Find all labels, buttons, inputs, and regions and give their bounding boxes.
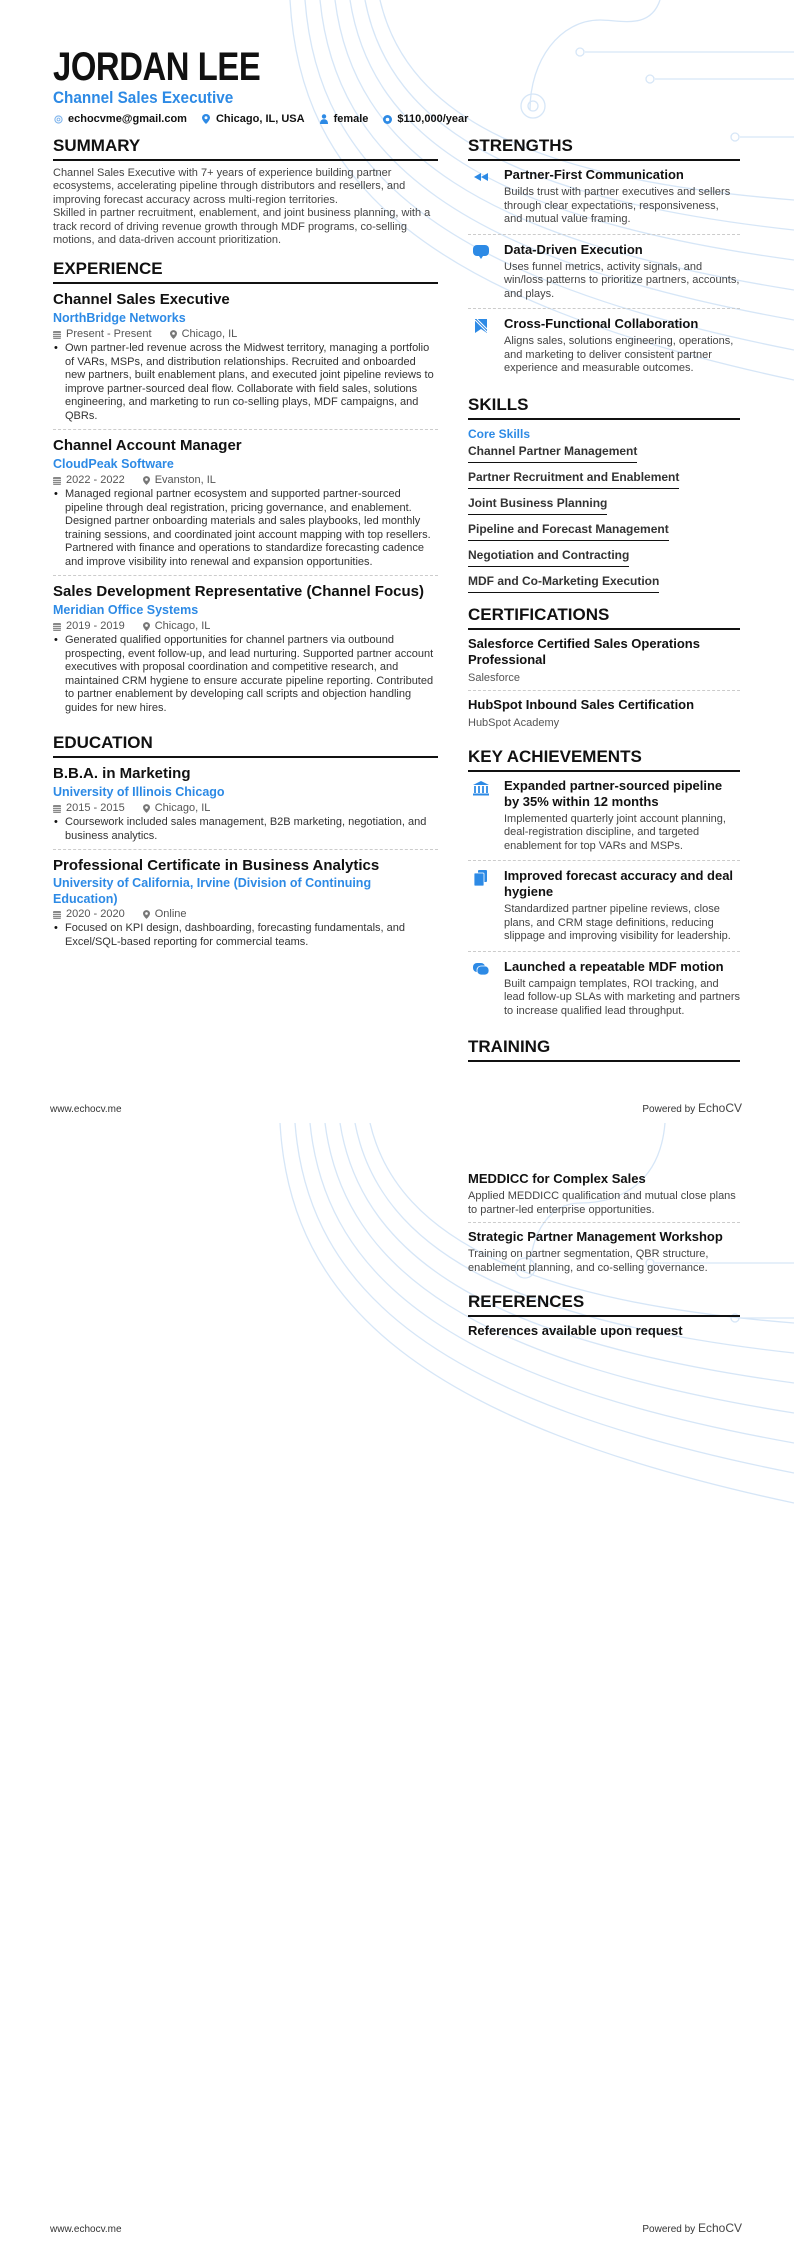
job-location: Evanston, IL xyxy=(154,474,216,487)
certification-issuer: Salesforce xyxy=(468,671,520,684)
certification-item xyxy=(468,636,740,691)
strength-item xyxy=(468,316,740,383)
right-column xyxy=(468,136,740,1074)
footer-url[interactable]: www.echocv.me xyxy=(50,2224,122,2235)
achievement-item xyxy=(468,778,740,862)
references-text: References available upon request xyxy=(468,1323,683,1338)
achievements-section xyxy=(468,747,740,1026)
achievement-desc: Built campaign templates, ROI tracking, and lead follow-up SLAs with marketing and partners to increase qualified lead throughput. xyxy=(504,977,741,1017)
skill-item: Joint Business Planning xyxy=(468,495,607,515)
achievement-desc: Standardized partner pipeline reviews, close plans, and CRM stage definitions, reducing slippage and improving visibility for leadership. xyxy=(504,903,731,942)
location-pin-icon xyxy=(170,330,177,339)
contact-gender xyxy=(319,112,369,126)
location-pin-icon xyxy=(143,476,150,485)
section-heading: REFERENCES xyxy=(468,1292,740,1317)
contact-gender-text: female xyxy=(333,113,369,125)
education-location: Online xyxy=(154,908,187,921)
section-heading: EXPERIENCE xyxy=(53,259,438,284)
strength-item xyxy=(468,167,740,235)
contact-location xyxy=(201,112,305,126)
certification-name: HubSpot Inbound Sales Certification xyxy=(468,696,695,712)
skill-item: Partner Recruitment and Enablement xyxy=(468,469,679,489)
documents-icon xyxy=(472,870,490,886)
experience-item xyxy=(53,290,438,430)
location-pin-icon xyxy=(201,114,211,124)
footer-powered-by[interactable] xyxy=(642,2221,742,2237)
education-location: Chicago, IL xyxy=(154,802,211,815)
company-name: CloudPeak Software xyxy=(53,457,174,472)
skill-item: MDF and Co-Marketing Execution xyxy=(468,573,659,593)
training-item xyxy=(468,1171,740,1223)
brand-name: EchoCV xyxy=(697,2221,742,2235)
education-dates: 2020 - 2020 xyxy=(66,908,125,921)
degree-title: B.B.A. in Marketing xyxy=(53,765,191,783)
experience-item xyxy=(53,436,438,576)
strength-title: Cross-Functional Collaboration xyxy=(504,316,699,331)
left-column xyxy=(53,136,438,967)
company-name: NorthBridge Networks xyxy=(53,311,186,326)
bank-icon xyxy=(472,780,490,796)
section-heading: STRENGTHS xyxy=(468,136,740,161)
job-title: Sales Development Representative (Channel Focus) xyxy=(53,583,424,601)
training-item xyxy=(468,1229,740,1280)
contact-bar xyxy=(53,112,468,126)
footer-url[interactable]: www.echocv.me xyxy=(50,1104,122,1115)
education-item xyxy=(53,856,438,955)
achievement-item xyxy=(468,868,740,952)
strength-desc: Builds trust with partner executives and sellers through clear expectations, responsiveness, and mutual value framing. xyxy=(504,186,731,225)
chat-bubbles-icon xyxy=(472,961,490,977)
education-dates: 2015 - 2015 xyxy=(66,802,125,815)
calendar-icon xyxy=(53,330,61,339)
section-heading: KEY ACHIEVEMENTS xyxy=(468,747,740,772)
contact-location-text: Chicago, IL, USA xyxy=(215,113,305,125)
job-dates: 2019 - 2019 xyxy=(66,620,125,633)
contact-salary-text: $110,000/year xyxy=(397,113,469,125)
brand-name: EchoCV xyxy=(697,1101,742,1115)
dollar-circle-icon xyxy=(382,114,392,124)
training-items xyxy=(468,1171,740,1280)
achievement-item xyxy=(468,959,740,1026)
degree-title: Professional Certificate in Business Analytics xyxy=(53,857,380,875)
at-icon xyxy=(53,114,63,124)
strength-title: Data-Driven Execution xyxy=(504,241,643,257)
education-item xyxy=(53,764,438,850)
education-section xyxy=(53,733,438,955)
company-name: Meridian Office Systems xyxy=(53,603,199,618)
skill-item: Channel Partner Management xyxy=(468,443,637,463)
calendar-icon xyxy=(53,622,61,631)
achievement-title: Expanded partner-sourced pipeline by 35% within 12 months xyxy=(504,777,723,809)
training-title: MEDDICC for Complex Sales xyxy=(468,1171,646,1186)
section-heading: SKILLS xyxy=(468,395,740,420)
certifications-section xyxy=(468,605,740,735)
strength-item xyxy=(468,242,740,310)
achievement-title: Improved forecast accuracy and deal hygiene xyxy=(504,868,734,899)
training-desc: Training on partner segmentation, QBR structure, enablement planning, and co-selling governance. xyxy=(468,1248,709,1274)
summary-section xyxy=(53,136,438,247)
skill-item: Negotiation and Contracting xyxy=(468,547,629,567)
section-heading: CERTIFICATIONS xyxy=(468,605,740,630)
strengths-section xyxy=(468,136,740,383)
job-bullet: • Generated qualified opportunities for channel partners via outbound prospecting, event follow-up, and lead nurturing. Supported partner account executives with proposal coordination and competitive research, and maintained CRM hygiene to ensure accurate pipeline reporting. Contributed to partner enablement by developing call scripts and objection handling guides for new hires. xyxy=(53,634,438,715)
calendar-icon xyxy=(53,476,61,485)
calendar-icon xyxy=(53,804,61,813)
training-title: Strategic Partner Management Workshop xyxy=(468,1229,723,1244)
job-bullet: • Managed regional partner ecosystem and supported partner-sourced pipeline through deal registration, pricing governance, and enablement. Designed partner onboarding materials and sales playbooks, led monthly training sessions, and coordinated joint account mapping with top resellers. Partnered with finance and operations to standardize forecasting cadence and improve visibility into renewal and expansion opportunities. xyxy=(53,488,438,569)
candidate-title: Channel Sales Executive xyxy=(53,88,234,107)
training-desc: Applied MEDDICC qualification and mutual close plans to partner-led enterprise opportunities. xyxy=(468,1190,736,1216)
powered-by-label: Powered by xyxy=(642,2224,696,2235)
experience-section xyxy=(53,259,438,721)
contact-salary xyxy=(382,112,468,126)
education-bullet: • Focused on KPI design, dashboarding, forecasting fundamentals, and Excel/SQL-based reporting for commercial teams. xyxy=(53,922,438,949)
school-name: University of Illinois Chicago xyxy=(53,785,225,800)
job-title: Channel Account Manager xyxy=(53,437,242,455)
section-heading: EDUCATION xyxy=(53,733,438,758)
achievement-desc: Implemented quarterly joint account planning, deal-registration discipline, and targeted enablement for top VARs and MSPs. xyxy=(504,812,726,852)
job-title: Channel Sales Executive xyxy=(53,291,230,309)
school-name: University of California, Irvine (Division of Continuing Education) xyxy=(53,876,372,907)
right-column-page-2 xyxy=(468,1171,740,1351)
skills-section xyxy=(468,395,740,593)
certification-name: Salesforce Certified Sales Operations Professional xyxy=(468,635,700,667)
skill-item: Pipeline and Forecast Management xyxy=(468,521,669,541)
strength-desc: Uses funnel metrics, activity signals, and win/loss patterns to prioritize partners, accounts, and plays. xyxy=(504,260,740,300)
section-heading: SUMMARY xyxy=(53,136,438,161)
summary-paragraph: Skilled in partner recruitment, enablement, and joint business planning, with a track record of driving revenue growth through MDF programs, co-selling motions, and data-driven account prioritization. xyxy=(53,207,431,247)
contact-email-text: echocvme@gmail.com xyxy=(68,113,187,125)
education-bullet: • Coursework included sales management, B2B marketing, negotiation, and business analytics. xyxy=(53,816,438,843)
certification-item xyxy=(468,697,740,735)
contact-email[interactable] xyxy=(53,112,187,126)
speech-bubble-icon xyxy=(472,244,490,260)
person-icon xyxy=(319,114,329,124)
footer-powered-by[interactable] xyxy=(642,1101,742,1117)
calendar-icon xyxy=(53,910,61,919)
strength-title: Partner-First Communication xyxy=(504,167,684,182)
section-heading: TRAINING xyxy=(468,1037,740,1062)
job-location: Chicago, IL xyxy=(154,620,211,633)
job-dates: Present - Present xyxy=(66,328,152,341)
summary-paragraph: Channel Sales Executive with 7+ years of experience building partner ecosystems, accelerating pipeline through distributors and resellers, and improving forecast accuracy across multi-region territories. xyxy=(53,167,406,206)
achievement-title: Launched a repeatable MDF motion xyxy=(504,958,724,974)
certification-issuer: HubSpot Academy xyxy=(468,716,560,729)
job-dates: 2022 - 2022 xyxy=(66,474,125,487)
location-pin-icon xyxy=(143,804,150,813)
strength-desc: Aligns sales, solutions engineering, operations, and marketing to deliver consistent partner experience and measurable outcomes. xyxy=(504,335,734,374)
powered-by-label: Powered by xyxy=(642,1104,696,1115)
training-section xyxy=(468,1037,740,1062)
skill-group-label: Core Skills xyxy=(468,426,531,441)
candidate-name: JORDAN LEE xyxy=(53,45,261,89)
location-pin-icon xyxy=(143,910,150,919)
job-location: Chicago, IL xyxy=(181,328,238,341)
job-bullet: • Own partner-led revenue across the Midwest territory, managing a portfolio of VARs, MSPs, and distribution relationships. Recruited and onboarded new partners, built enablement plans, and executed joint pipeline reviews to improve partner-sourced deal flow. Collaborate with field sales, solutions engineering, and marketing to run co-selling plays, MDF campaigns, and QBRs. xyxy=(53,342,438,423)
location-pin-icon xyxy=(143,622,150,631)
references-section xyxy=(468,1292,740,1339)
experience-item xyxy=(53,582,438,721)
rewind-icon xyxy=(472,169,490,185)
bookmark-slash-icon xyxy=(472,318,490,334)
